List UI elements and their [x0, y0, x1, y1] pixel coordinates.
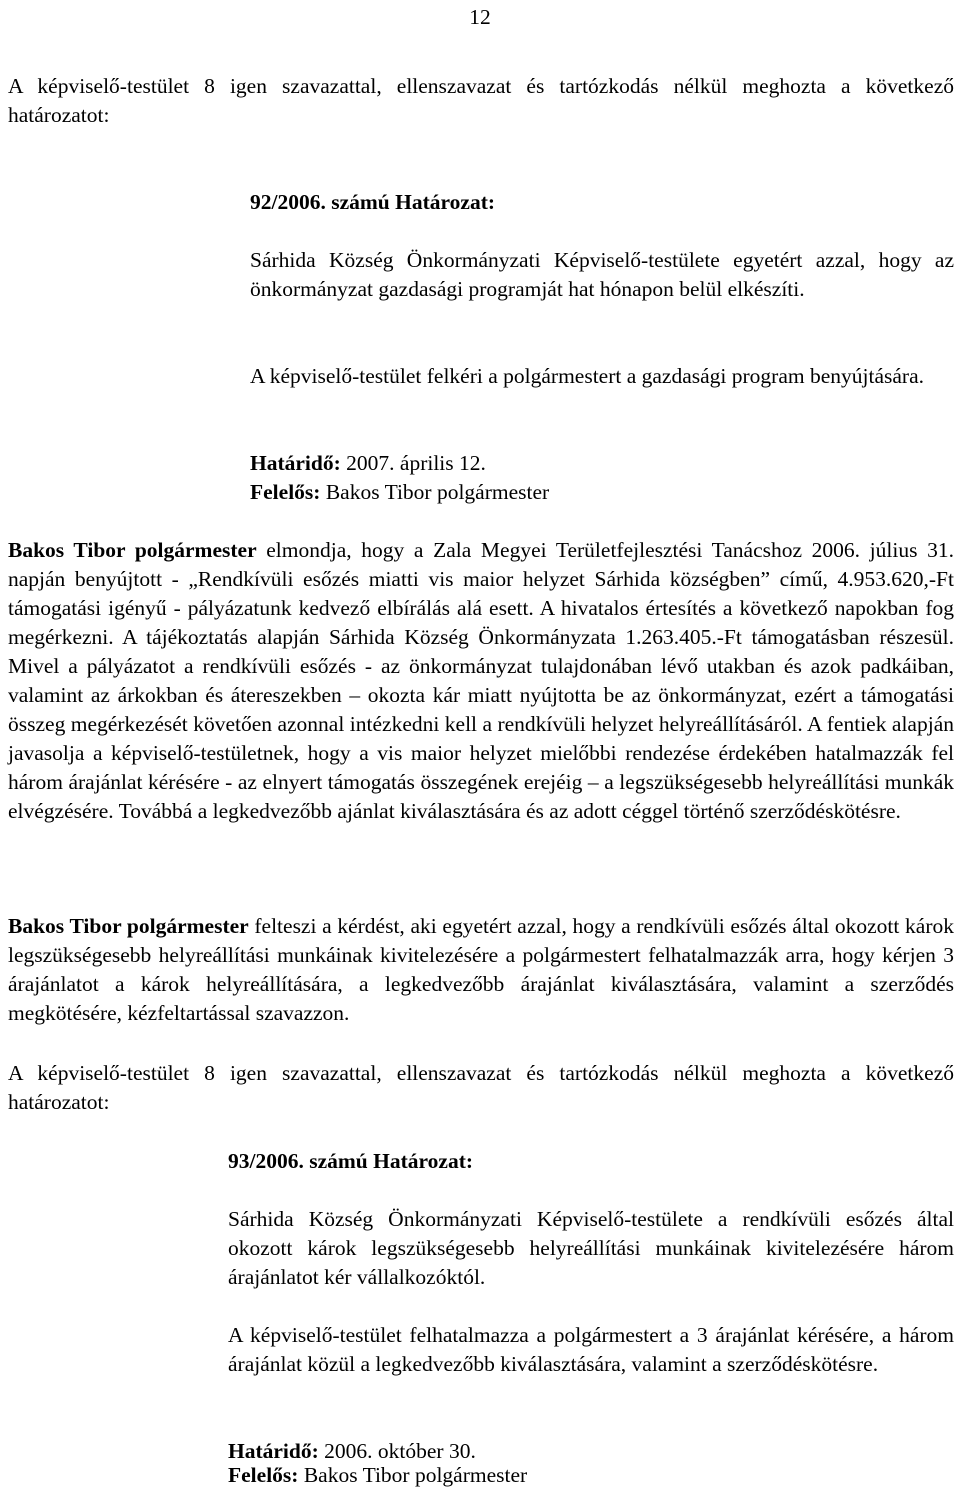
vote-statement-1: A képviselő-testület 8 igen szavazattal, ellenszavazat és tartózkodás nélkül meghozta a következő határozatot: — [8, 74, 954, 127]
page-number: 12 — [469, 5, 491, 29]
deadline-label: Határidő: — [228, 1439, 319, 1463]
mayor-statement-1 — [8, 536, 954, 826]
responsible-value: Bakos Tibor polgármester — [298, 1463, 528, 1487]
resolution-93-paragraph-1: Sárhida Község Önkormányzati Képviselő-testülete a rendkívüli esőzés által okozott károk legszükségesebb helyreállítási munkáinak kivitelezésére három árajánlatot kér vállalkozóktól. — [228, 1207, 954, 1289]
speaker-name: Bakos Tibor polgármester — [8, 914, 249, 938]
resolution-92-paragraph-2: A képviselő-testület felkéri a polgármestert a gazdasági program benyújtására. — [250, 364, 925, 388]
deadline-value: 2007. április 12. — [340, 451, 486, 475]
responsible-value: Bakos Tibor polgármester — [320, 480, 550, 504]
resolution-92-paragraph-1: Sárhida Község Önkormányzati Képviselő-testülete egyetért azzal, hogy az önkormányzat gazdasági programját hat hónapon belül elkészíti. — [250, 248, 954, 301]
deadline-label: Határidő: — [250, 451, 341, 475]
mayor-statement-2 — [8, 912, 954, 1028]
resolution-92-responsible — [250, 478, 954, 507]
responsible-label: Felelős: — [250, 480, 321, 504]
resolution-93-responsible — [228, 1461, 954, 1490]
statement-text: felteszi a kérdést, aki egyetért azzal, hogy a rendkívüli esőzés által okozott károk legszükségesebb helyreállítási munkáinak kivitelezésére a polgármestert felhatalmazzák arra, hogy kérjen 3 árajánlatot a károk helyreállítására, a legkedvezőbb árajánlat kiválasztására, valamint a szerződés megkötésére, kézfeltartással szavazzon. — [8, 914, 954, 1025]
speaker-name: Bakos Tibor polgármester — [8, 538, 257, 562]
responsible-label: Felelős: — [228, 1463, 299, 1487]
resolution-92-deadline — [250, 449, 954, 478]
resolution-93-title: 93/2006. számú Határozat: — [228, 1149, 474, 1173]
resolution-92-title: 92/2006. számú Határozat: — [250, 190, 496, 214]
statement-text: elmondja, hogy a Zala Megyei Területfejlesztési Tanácshoz 2006. július 31. napján benyújtott - „Rendkívüli esőzés miatti vis maior helyzet Sárhida községben” című, 4.953.620,-Ft támogatási igényű - pályázatunk kedvező elbírálás alá esett. A hivatalos értesítés a következő napokban fog megérkezni. A tájékoztatás alapján Sárhida Község Önkormányzata 1.263.405.-Ft támogatásban részesül. Mivel a pályázatot a rendkívüli esőzés - az önkormányzat tulajdonában lévő utakban és azok padkáiban, valamint az árkokban és átereszekben – okozta kár miatt nyújtotta be az önkormányzat, ezért a támogatási összeg megérkezését követően azonnal intézkedni kell a rendkívüli helyzet helyreállításáról. A fentiek alapján javasolja a képviselő-testületnek, hogy a vis maior helyzet mielőbbi rendezése érdekében hatalmazzák fel három árajánlat kérésére - az elnyert támogatás összegének erejéig – a legszükségesebb helyreállítási munkák elvégzésére. Továbbá a legkedvezőbb ajánlat kiválasztására és az adott céggel történő szerződéskötésre. — [8, 538, 954, 823]
deadline-value: 2006. október 30. — [318, 1439, 476, 1463]
resolution-93-paragraph-2: A képviselő-testület felhatalmazza a polgármestert a 3 árajánlat kérésére, a három árajánlat közül a legkedvezőbb kiválasztására, valamint a szerződéskötésre. — [228, 1323, 954, 1376]
vote-statement-2: A képviselő-testület 8 igen szavazattal, ellenszavazat és tartózkodás nélkül meghozta a következő határozatot: — [8, 1061, 954, 1114]
